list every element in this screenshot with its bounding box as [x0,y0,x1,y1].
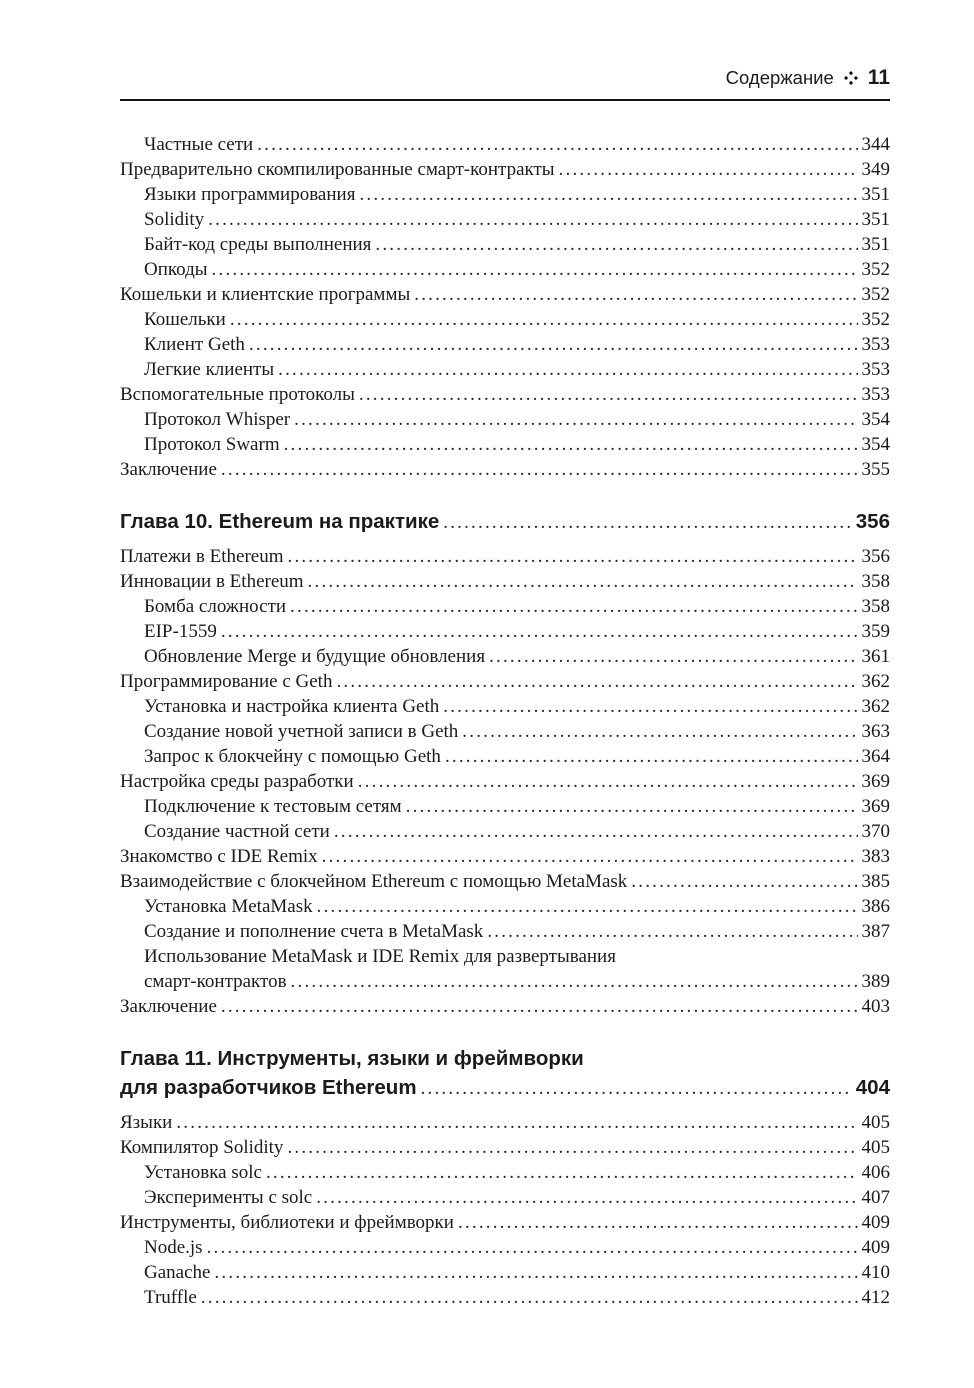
toc-entry-page: 370 [861,821,890,842]
toc-entry-page: 412 [861,1287,890,1308]
dot-leader [443,694,857,719]
toc-entry-label: Кошельки и клиентские программы [120,284,411,305]
running-head-title: Содержание [725,67,834,88]
toc-entry-label: Установка и настройка клиента Geth [144,696,440,717]
dot-leader [359,182,857,207]
toc-entry-label: Создание частной сети [144,821,330,842]
toc-entry-page: 351 [861,234,890,255]
toc-entry-label: Байт-код среды выполнения [144,234,372,255]
dot-leader [336,669,857,694]
toc-entry-label: Заключение [120,996,217,1017]
dot-leader [358,769,858,794]
toc-entry-row [120,894,890,919]
dot-leader [375,232,857,257]
dot-leader [207,1235,858,1260]
toc-entry-row [120,457,890,482]
toc-entry-row [120,669,890,694]
toc-entry-page: 354 [861,409,890,430]
toc-entry-label: Бомба сложности [144,596,287,617]
toc-entry-row [120,619,890,644]
toc-entry-page: 359 [861,621,890,642]
toc-entry-page: 352 [861,309,890,330]
toc-entry-page: 383 [861,846,890,867]
toc-entry-label: Создание новой учетной записи в Geth [144,721,459,742]
toc-entry-row [120,1260,890,1285]
dot-leader [221,619,858,644]
toc-entry-label: Использование MetaMask и IDE Remix для развертывания [144,946,616,967]
toc-entry-label: Создание и пополнение счета в MetaMask [144,921,484,942]
toc-entry-page: 387 [861,921,890,942]
dot-leader [462,719,857,744]
toc-entry-row [120,157,890,182]
toc-entry-label: Solidity [144,209,205,230]
dot-leader [308,569,858,594]
toc-entry-label: Платежи в Ethereum [120,546,284,567]
toc-entry-row [120,257,890,282]
dot-leader [212,257,858,282]
toc-entry-page: 369 [861,771,890,792]
dot-leader [294,407,857,432]
toc-entry-row [120,357,890,382]
toc-entry-row [120,744,890,769]
toc-chapter-label: Глава 10. Ethereum на практике [120,510,440,533]
toc-entry-page: 409 [861,1237,890,1258]
dot-leader [221,457,858,482]
toc-entry-page: 358 [861,596,890,617]
toc-entry-row [120,1135,890,1160]
toc-entry-page: 352 [861,259,890,280]
toc-entry-page: 361 [861,646,890,667]
dot-leader [414,282,857,307]
toc-entry-label: Ganache [144,1262,211,1283]
toc-entry-page: 356 [855,510,890,533]
toc-entry-row [120,994,890,1019]
toc-entry-row [120,969,890,994]
toc-chapter-row [120,1044,890,1073]
toc-entry-page: 407 [861,1187,890,1208]
toc-entry-label: Клиент Geth [144,334,245,355]
toc-entry-row [120,644,890,669]
toc-entry-page: 404 [855,1076,890,1099]
toc-entry-page: 354 [861,434,890,455]
toc-entry-label: Запрос к блокчейну с помощью Geth [144,746,441,767]
toc-entry-page: 405 [861,1137,890,1158]
toc-entry-label: Опкоды [144,259,208,280]
toc-entry-label: Протокол Whisper [144,409,291,430]
toc-entry-label: Компилятор Solidity [120,1137,284,1158]
toc-entry-row [120,869,890,894]
toc-entry-page: 351 [861,184,890,205]
page-header [120,66,890,99]
dot-leader [221,994,858,1019]
toc-entry-page: 406 [861,1162,890,1183]
toc-entry-page: 356 [861,546,890,567]
toc-entry-row [120,1210,890,1235]
toc-entry-label: Легкие клиенты [144,359,275,380]
dot-leader [176,1110,857,1135]
toc-entry-page: 358 [861,571,890,592]
dot-leader [334,819,858,844]
toc-entry-label: Установка MetaMask [144,896,313,917]
dot-leader [266,1160,858,1185]
toc-entry-label: Установка solc [144,1162,262,1183]
toc-entry-label: Инструменты, библиотеки и фреймворки [120,1212,454,1233]
toc-entry-label: Вспомогательные протоколы [120,384,355,405]
dot-leader [445,744,858,769]
toc-entry-page: 349 [861,159,890,180]
toc-entry-label: Настройка среды разработки [120,771,354,792]
toc-entry-row [120,769,890,794]
dot-leader [201,1285,858,1310]
toc-entry-row [120,207,890,232]
toc-entry-row [120,282,890,307]
toc-entry-label: Обновление Merge и будущие обновления [144,646,486,667]
dot-leader [230,307,858,332]
toc-entry-page: 355 [861,459,890,480]
toc-chapter-label: Глава 11. Инструменты, языки и фреймворки [120,1047,584,1070]
toc-entry-page: 351 [861,209,890,230]
toc-entry-row [120,944,890,969]
toc-entry-row [120,819,890,844]
toc-entry-page: 385 [861,871,890,892]
dot-leader [290,594,857,619]
dot-leader [257,132,857,157]
toc-entry-label: Инновации в Ethereum [120,571,304,592]
dot-leader [287,1135,857,1160]
dot-leader [406,794,858,819]
dot-leader [317,894,858,919]
dot-leader [458,1210,858,1235]
dot-leader [208,207,857,232]
dot-leader [559,157,858,182]
toc-entry-page: 362 [861,696,890,717]
toc-entry-page: 353 [861,334,890,355]
toc-entry-label: Протокол Swarm [144,434,280,455]
toc-entry-page: 403 [861,996,890,1017]
toc-entry-label: Языки программирования [144,184,356,205]
dot-leader [487,919,857,944]
toc-entry-row [120,232,890,257]
toc-entry-row [120,332,890,357]
dot-leader [359,382,858,407]
toc-list [120,132,890,1310]
running-head-page-number: 11 [867,66,890,89]
toc-entry-label: Программирование с Geth [120,671,333,692]
toc-entry-row [120,719,890,744]
toc-entry-row [120,407,890,432]
toc-entry-row [120,132,890,157]
toc-entry-label: Node.js [144,1237,203,1258]
toc-entry-row [120,544,890,569]
dot-leader [316,1185,857,1210]
toc-entry-page: 353 [861,384,890,405]
toc-entry-page: 369 [861,796,890,817]
toc-entry-page: 352 [861,284,890,305]
toc-entry-label: Truffle [144,1287,197,1308]
toc-entry-page: 364 [861,746,890,767]
header-rule [120,99,890,101]
toc-entry-row [120,1110,890,1135]
toc-entry-row [120,594,890,619]
toc-entry-label: Знакомство с IDE Remix [120,846,318,867]
toc-entry-label: Кошельки [144,309,226,330]
toc-entry-label: смарт-контрактов [144,971,287,992]
toc-entry-row [120,432,890,457]
toc-entry-label: Частные сети [144,134,254,155]
toc-entry-page: 409 [861,1212,890,1233]
dot-leader [489,644,857,669]
toc-entry-page: 405 [861,1112,890,1133]
dot-leader [214,1260,857,1285]
toc-entry-label: Взаимодействие с блокчейном Ethereum с помощью MetaMask [120,871,628,892]
toc-chapter-row [120,507,890,537]
toc-entry-label: Заключение [120,459,217,480]
dot-leader [288,544,858,569]
toc-entry-label: Предварительно скомпилированные смарт-контракты [120,159,555,180]
toc-chapter-label: для разработчиков Ethereum [120,1076,417,1099]
toc-entry-page: 353 [861,359,890,380]
toc-entry-row [120,794,890,819]
dot-leader [249,332,858,357]
toc-entry-page: 363 [861,721,890,742]
toc-entry-label: Языки [120,1112,173,1133]
toc-entry-row [120,694,890,719]
dot-leader [291,969,858,994]
toc-entry-page: 410 [861,1262,890,1283]
toc-entry-label: Эксперименты с solc [144,1187,313,1208]
dot-leader [322,844,858,869]
toc-entry-row [120,382,890,407]
toc-entry-page: 362 [861,671,890,692]
toc-entry-page: 386 [861,896,890,917]
toc-entry-row [120,1160,890,1185]
toc-entry-label: EIP-1559 [144,621,217,642]
toc-entry-row [120,1235,890,1260]
toc-entry-page: 389 [861,971,890,992]
dot-leader [278,357,857,382]
toc-entry-row [120,569,890,594]
dot-leader [443,508,852,537]
toc-entry-page: 344 [861,134,890,155]
toc-entry-row [120,919,890,944]
toc-entry-row [120,1185,890,1210]
dot-leader [284,432,858,457]
toc-entry-row [120,182,890,207]
toc-chapter-row [120,1073,890,1103]
toc-entry-row [120,1285,890,1310]
toc-entry-row [120,844,890,869]
dot-leader [631,869,857,894]
toc-entry-row [120,307,890,332]
toc-entry-label: Подключение к тестовым сетям [144,796,402,817]
dot-leader [421,1074,852,1103]
diamond-ornament-icon [844,71,858,90]
